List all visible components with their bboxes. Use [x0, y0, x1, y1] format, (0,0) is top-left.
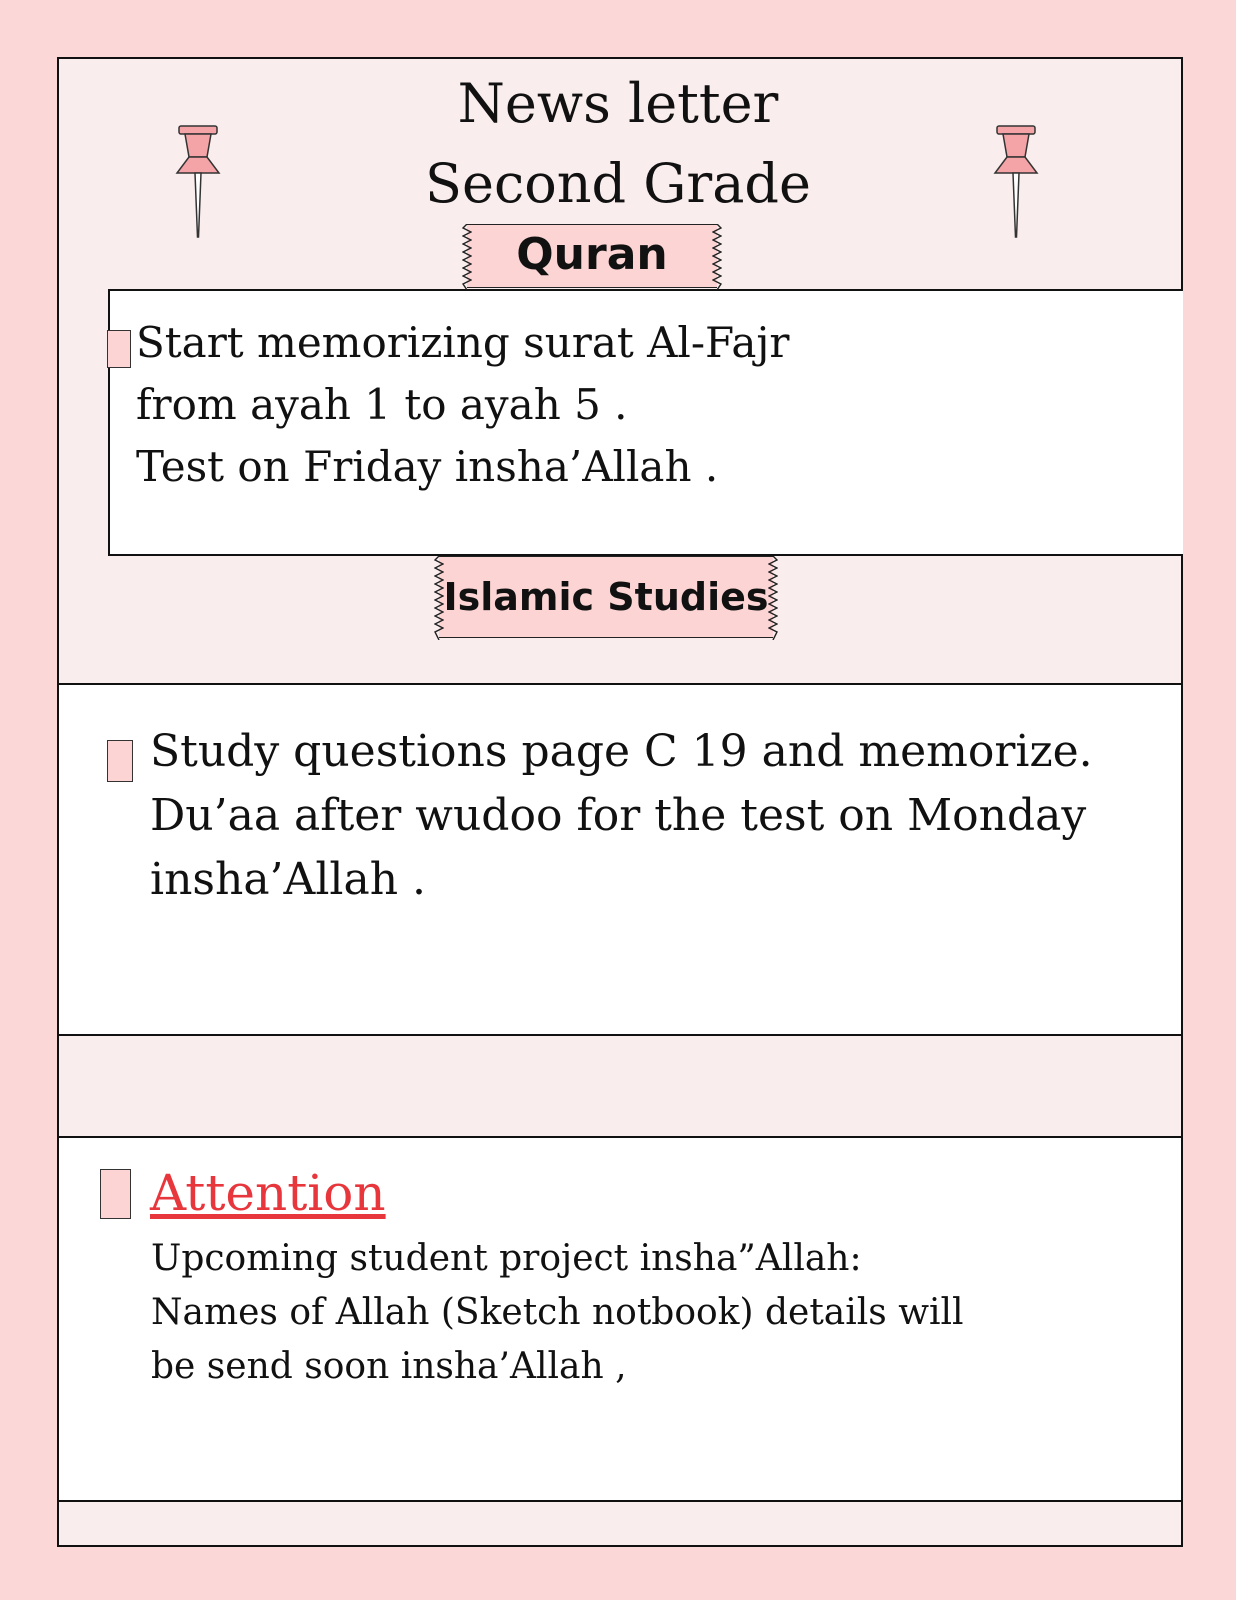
attention-line-3: be send soon insha’Allah , — [151, 1346, 627, 1387]
islamic-studies-tag-label: Islamic Studies — [443, 575, 769, 619]
zigzag-edge — [768, 556, 778, 640]
islamic-studies-checkbox — [107, 740, 133, 782]
newsletter-title: News letter — [457, 72, 779, 135]
attention-heading: Attention — [150, 1164, 386, 1222]
zigzag-edge — [462, 224, 472, 290]
zigzag-edge — [434, 556, 444, 640]
attention-line-2: Names of Allah (Sketch notbook) details will — [151, 1292, 964, 1333]
quran-line-3: Test on Friday insha’Allah . — [136, 442, 719, 491]
attention-line-1: Upcoming student project insha”Allah: — [151, 1238, 862, 1279]
quran-line-2: from ayah 1 to ayah 5 . — [136, 380, 628, 429]
zigzag-edge — [712, 224, 722, 290]
quran-checkbox — [107, 330, 131, 368]
quran-tag-label: Quran — [516, 229, 668, 280]
islamic-studies-tag — [439, 556, 773, 638]
islamic-line-3: insha’Allah . — [150, 854, 427, 905]
quran-line-1: Start memorizing surat Al-Fajr — [136, 318, 790, 367]
islamic-line-2: Du’aa after wudoo for the test on Monday — [150, 790, 1087, 841]
attention-checkbox — [100, 1169, 131, 1219]
quran-tag — [467, 224, 717, 288]
islamic-line-1: Study questions page C 19 and memorize. — [150, 726, 1093, 777]
grade-title: Second Grade — [425, 152, 811, 215]
